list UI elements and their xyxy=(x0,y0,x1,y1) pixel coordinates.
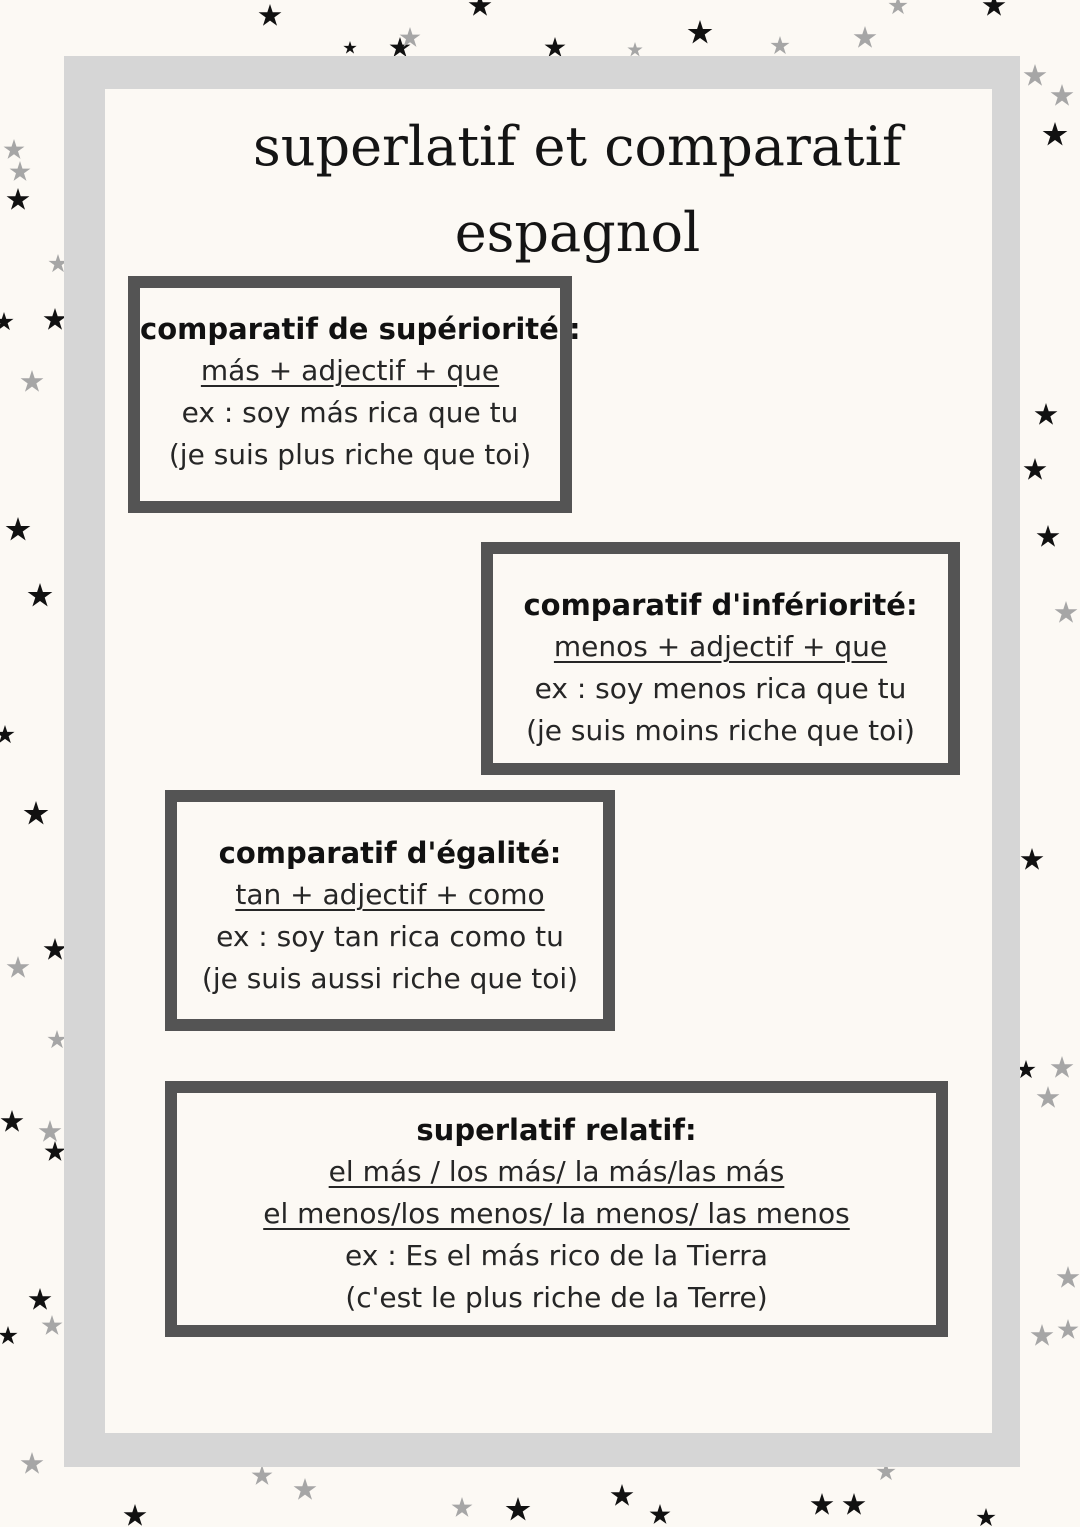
rule-formula: el menos/los menos/ la menos/ las menos xyxy=(263,1197,850,1230)
title-line-1: superlatif et comparatif xyxy=(253,115,902,178)
page-title xyxy=(105,104,1050,276)
box-rule xyxy=(140,350,560,392)
box-example: ex : soy más rica que tu xyxy=(181,396,519,429)
box-heading: comparatif de supériorité : xyxy=(140,312,581,346)
rule-formula: más + adjectif + que xyxy=(200,354,500,387)
box-translation: (c'est le plus riche de la Terre) xyxy=(345,1281,768,1314)
box-heading: comparatif d'infériorité: xyxy=(523,588,918,622)
box-example: ex : soy menos rica que tu xyxy=(534,672,907,705)
box-heading: comparatif d'égalité: xyxy=(218,836,562,870)
box-rule xyxy=(177,1151,936,1193)
box-rule xyxy=(493,626,948,668)
box-comparative-inferiority xyxy=(481,542,960,775)
box-rule xyxy=(177,874,603,916)
box-translation: (je suis aussi riche que toi) xyxy=(201,962,579,995)
box-translation: (je suis plus riche que toi) xyxy=(168,438,532,471)
rule-formula: tan + adjectif + como xyxy=(235,878,545,911)
box-comparative-equality xyxy=(165,790,615,1031)
box-example: ex : Es el más rico de la Tierra xyxy=(345,1239,768,1272)
rule-formula: menos + adjectif + que xyxy=(553,630,888,663)
box-translation: (je suis moins riche que toi) xyxy=(526,714,915,747)
box-relative-superlative xyxy=(165,1081,948,1337)
rule-formula: el más / los más/ la más/las más xyxy=(328,1155,785,1188)
title-line-2: espagnol xyxy=(454,201,701,264)
box-heading: superlatif relatif: xyxy=(416,1113,697,1147)
box-example: ex : soy tan rica como tu xyxy=(216,920,564,953)
box-comparative-superiority xyxy=(128,276,581,513)
box-rule xyxy=(177,1193,936,1235)
